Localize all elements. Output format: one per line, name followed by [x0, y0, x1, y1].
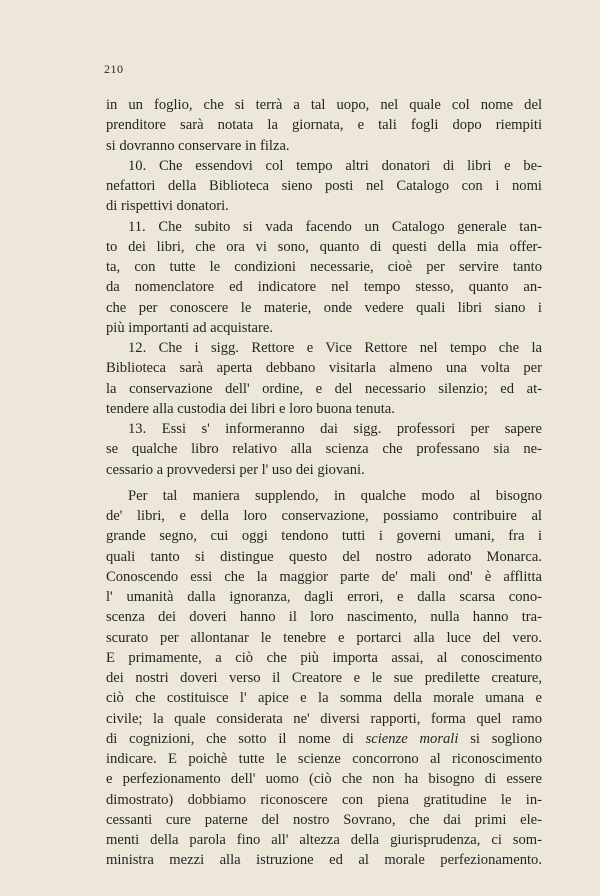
- text-segment: di cognizioni, che sotto il nome di: [106, 730, 366, 747]
- text-line: e perfezionamento dell' uomo (ciò che non ha bisogno di essere: [106, 771, 542, 788]
- text-line: nefattori della Biblioteca sieno posti nel Catalogo con i nomi: [106, 178, 542, 194]
- text-line: in un foglio, che si terrà a tal uopo, nel quale col nome del: [106, 97, 542, 113]
- text-line: si dovranno conservare in filza.: [106, 137, 290, 154]
- text-line: 13. Essi s' informeranno dai sigg. professori per sapere: [128, 421, 542, 437]
- text-line: indicare. E poichè tutte le scienze concorrono al riconoscimento: [106, 751, 542, 767]
- text-line: la conservazione dell' ordine, e del necessario silenzio; ed at-: [106, 380, 542, 397]
- text-line: tendere alla custodia dei libri e loro buona tenuta.: [106, 400, 395, 417]
- text-line: se qualche libro relativo alla scienza che professano sia ne-: [106, 441, 542, 458]
- text-segment: si sogliono: [458, 730, 542, 747]
- text-line: 12. Che i sigg. Rettore e Vice Rettore nel tempo che la: [128, 340, 542, 356]
- text-line: scenza dei doveri hanno il loro nascimento, nulla hanno tra-: [106, 609, 542, 626]
- text-line: to dei libri, che ora vi sono, quanto di questi della mia offer-: [106, 238, 542, 255]
- text-line: Biblioteca sarà aperta debbano visitarla almeno una volta per: [106, 360, 542, 377]
- text-line: più importanti ad acquistare.: [106, 319, 273, 336]
- text-line: civile; la quale considerata ne' diversi rapporti, forma quel ramo: [106, 710, 542, 727]
- text-line: [106, 729, 542, 749]
- body-text: [106, 95, 542, 871]
- text-line: quali tanto si distingue questo del nostro adorato Monarca.: [106, 548, 542, 565]
- text-line: da nomenclatore ed indicatore nel tempo stesso, quanto an-: [106, 279, 542, 296]
- text-line: de' libri, e della loro conservazione, possiamo contribuire al: [106, 508, 542, 524]
- text-line: cessario a provvedersi per l' uso dei giovani.: [106, 461, 365, 478]
- text-line: Conoscendo essi che la maggior parte de' mali ond' è afflitta: [106, 568, 542, 585]
- text-line: grande segno, cui oggi tendono tutti i governi umani, fra i: [106, 528, 542, 545]
- text-line: dei nostri doveri verso il Creatore e le sue predilette creature,: [106, 670, 542, 686]
- page-number: 210: [104, 62, 124, 76]
- text-line: scurato per allontanar le tenebre e portarci alla luce del vero.: [106, 629, 542, 646]
- italic-term: scienze morali: [365, 730, 459, 747]
- text-line: Per tal maniera supplendo, in qualche modo al bisogno: [128, 487, 542, 504]
- text-line: ta, con tutte le condizioni necessarie, cioè per servire tanto: [106, 259, 542, 275]
- text-line: cessanti cure paterne del nostro Sovrano, che dai primi ele-: [106, 811, 542, 828]
- text-line: prenditore sarà notata la giornata, e tali fogli dopo riempiti: [106, 117, 542, 134]
- text-line: 11. Che subito si vada facendo un Catalogo generale tan-: [128, 218, 542, 235]
- text-line: dimostrato) dobbiamo riconoscere con piena gratitudine le in-: [106, 791, 542, 808]
- text-line: ministra mezzi alla istruzione ed al morale perfezionamento.: [106, 852, 542, 869]
- text-line: ciò che costituisce l' apice e la somma della morale umana e: [106, 690, 542, 707]
- text-line: E primamente, a ciò che più importa assai, al conoscimento: [106, 649, 542, 666]
- text-line: che per conoscere le materie, onde vedere quali libri siano i: [106, 299, 542, 316]
- text-line: menti della parola fino all' altezza della giurisprudenza, ci som-: [106, 832, 542, 848]
- text-line: di rispettivi donatori.: [106, 198, 229, 215]
- text-line: l' umanità dalla ignoranza, dagli errori, e dalla scarsa cono-: [106, 589, 542, 605]
- text-line: 10. Che essendovi col tempo altri donatori di libri e be-: [128, 157, 542, 174]
